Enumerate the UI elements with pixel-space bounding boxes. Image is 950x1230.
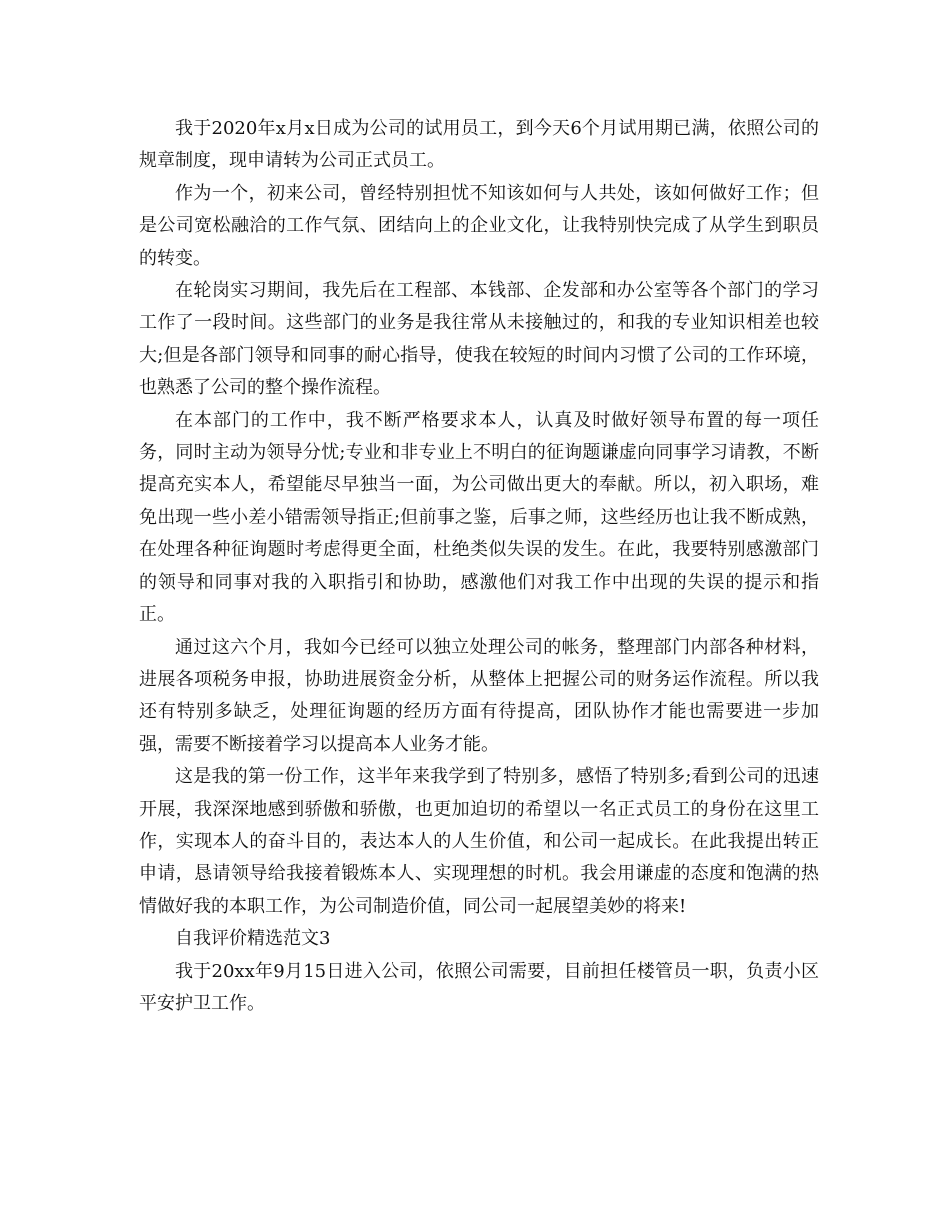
paragraph-2: 作为一个，初来公司，曾经特别担忧不知该如何与人共处，该如何做好工作；但是公司宽松融洽的工作气氛、团结向上的企业文化，让我特别快完成了从学生到职员的转变。 [139, 182, 819, 269]
section-heading: 自我评价精选范文3 [175, 928, 331, 950]
paragraph-4: 在本部门的工作中，我不断严格要求本人，认真及时做好领导布置的每一项任务，同时主动为领导分忧;专业和非专业上不明白的征询题谦虚向同事学习请教，不断提高充实本人，希望能尽早独当一面，为公司做出更大的奉献。所以，初入职场，难免出现一些小差小错需领导指正;但前事之鉴，后事之师，这些经历也让我不断成熟，在处理各种征询题时考虑得更全面，杜绝类似失误的发生。在此，我要特别感激部门的领导和同事对我的入职指引和协助，感激他们对我工作中出现的失误的提示和指正。 [139, 409, 819, 626]
paragraph-3: 在轮岗实习期间，我先后在工程部、本钱部、企发部和办公室等各个部门的学习工作了一段时间。这些部门的业务是我往常从未接触过的，和我的专业知识相差也较大;但是各部门领导和同事的耐心指导，使我在较短的时间内习惯了公司的工作环境，也熟悉了公司的整个操作流程。 [139, 280, 819, 399]
paragraph-5: 通过这六个月，我如今已经可以独立处理公司的帐务，整理部门内部各种材料，进展各项税务申报，协助进展资金分析，从整体上把握公司的财务运作流程。所以我还有特别多缺乏，处理征询题的经历方面有待提高，团队协作才能也需要进一步加强，需要不断接着学习以提高本人业务才能。 [139, 636, 819, 755]
document-body [139, 113, 819, 1020]
paragraph-1: 我于2020年x月x日成为公司的试用员工，到今天6个月试用期已满，依照公司的规章制度，现申请转为公司正式员工。 [139, 118, 819, 172]
paragraph-final: 我于20xx年9月15日进入公司，依照公司需要，目前担任楼管员一职，负责小区平安护卫工作。 [139, 960, 819, 1014]
paragraph-6: 这是我的第一份工作，这半年来我学到了特别多，感悟了特别多;看到公司的迅速开展，我深深地感到骄傲和骄傲，也更加迫切的希望以一名正式员工的身份在这里工作，实现本人的奋斗目的，表达本人的人生价值，和公司一起成长。在此我提出转正申请，恳请领导给我接着锻炼本人、实现理想的时机。我会用谦虚的态度和饱满的热情做好我的本职工作，为公司制造价值，同公司一起展望美妙的将来! [139, 766, 819, 917]
